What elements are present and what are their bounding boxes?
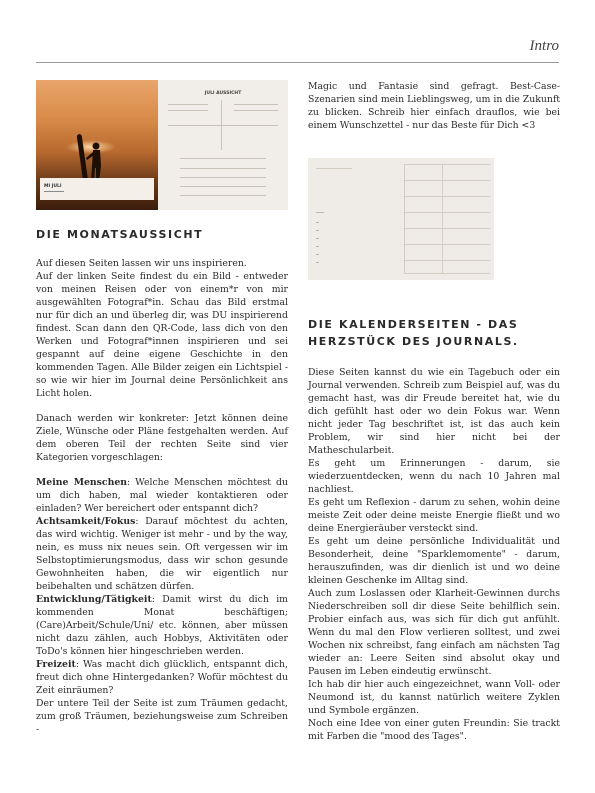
calendar-spread-image: [308, 158, 494, 280]
paragraph: Diese Seiten kannst du wie ein Tagebuch oder ein Journal verwenden. Schreib zum Beispiel auf, was du gemacht hast, was dir Freude bereitet hat, wie du dich gefühlt hast oder wo dein Fokus war. Wenn nicht jeder Tag beschriftet ist, ist das auch kein Problem, wir sind hier nicht bei der Matheschularbeit.: [308, 367, 560, 456]
category-text: : Darauf möchtest du achten, das wird wichtig. Weniger ist mehr - und by the way, nein, es muss nix neues sein. Oft vergessen wir im Selbstoptimierungsmodus, dass wir schon gesunde Gewohnheiten haben, die wir eigentlich nur beibehalten und schätzen dürfen.: [36, 516, 288, 592]
spread-left-label-text: MI JULI: [44, 184, 62, 189]
spread-line: [180, 158, 266, 159]
section-heading-monatsaussicht: DIE MONATSAUSSICHT: [36, 228, 204, 241]
right-column: [308, 80, 560, 743]
paragraph: Danach werden wir konkreter: Jetzt können deine Ziele, Wünsche oder Pläne festgehalten werden. Auf dem oberen Teil der rechten Seite sind vier Kategorien vorgeschlagen:: [36, 413, 288, 463]
spread-line: [180, 186, 266, 187]
monthly-spread-image: [36, 80, 288, 210]
category-label: Freizeit: [36, 659, 76, 670]
spread-line: [180, 168, 266, 169]
spread-line: [234, 110, 278, 111]
category-text: : Welche Menschen möchtest du um dich haben, mal wieder kontaktieren oder einladen? Wer bereichert oder entspannt dich?: [36, 477, 288, 514]
paragraph: Auf der linken Seite findest du ein Bild - entweder von meinen Reisen oder von einem*r von mir ausgewählten Fotograf*in. Schau das Bild erstmal nur für dich an und überleg dir, was DU inspirierend findest. Scan dann den QR-Code, lass dich von den Werken und Fotograf*innen inspirieren und sei gespannt auf deine eigene Geschichte in den kommenden Tagen. Alle Bilder zeigen ein Lichtspiel - so wie wir hier im Journal deine Persönlichkeit ans Licht holen.: [36, 271, 288, 399]
header-divider: [36, 62, 559, 63]
category-freizeit: [36, 658, 288, 697]
spread-right-title: JULI AUSSICHT: [204, 91, 242, 96]
spread-line: [168, 110, 208, 111]
spread-line: [168, 125, 278, 126]
category-text: : Damit wirst du dich im kommenden Monat beschäftigen; (Care)Arbeit/Schule/Uni/ etc. können, aber müssen nicht dazu zählen, auch Hobbys, Aktivitäten oder ToDo's können hier hingeschrieben werden.: [36, 594, 288, 657]
paragraph: Auch zum Loslassen oder Klarheit-Gewinnen durchs Niederschreiben soll dir diese Seite behilflich sein. Probier einfach aus, was sich für dich gut anfühlt. Wenn du mal den Flow verlieren solltest, und zwei Wochen nix schreibst, fang einfach am nächsten Tag wieder an: Leere Seiten sind absolut okay und Pausen im Leben eindeutig erwünscht.: [308, 588, 560, 677]
section-heading-kalenderseiten: DIE KALENDERSEITEN - DAS HERZSTÜCK DES JOURNALS.: [308, 318, 519, 348]
spread-line: [234, 104, 278, 105]
spread-line: [180, 195, 266, 196]
paragraph: Der untere Teil der Seite ist zum Träumen gedacht, zum groß Träumen, beziehungsweise zum Schreiben -: [36, 698, 288, 735]
paragraph: Magic und Fantasie sind gefragt. Best-Case-Szenarien sind mein Lieblingsweg, um in die Zukunft zu blicken. Schreib hier einfach drauflos, wie bei einem Wunschzettel - nur das Beste für Dich <3: [308, 81, 560, 131]
spread-line: [168, 104, 208, 105]
calendar-right-page: [404, 164, 490, 274]
surfer-sunset-photo: [36, 80, 158, 210]
category-label: Entwicklung/Tätigkeit: [36, 594, 152, 605]
category-meine-menschen: [36, 476, 288, 515]
category-label: Meine Menschen: [36, 477, 128, 488]
category-entwicklung: [36, 593, 288, 658]
category-label: Achtsamkeit/Fokus: [36, 516, 136, 527]
paragraph: Ich hab dir hier auch eingezeichnet, wann Voll- oder Neumond ist, du kannst natürlich weitere Zyklen und Symbole ergänzen.: [308, 679, 560, 716]
spread-line: [180, 177, 266, 178]
paragraph: Es geht um deine persönliche Individualität und Besonderheit, deine "Sparklemomente" - darum, herauszufinden, was dir dienlich ist und wo deine kleinen Geschenke im Alltag sind.: [308, 536, 560, 586]
category-text: : Was macht dich glücklich, entspannt dich, freut dich ohne Hintergedanken? Wofür möchtest du Zeit einräumen?: [36, 659, 288, 696]
left-column: [36, 80, 288, 736]
calendar-left-page: [312, 164, 398, 274]
category-achtsamkeit: [36, 515, 288, 593]
paragraph: Noch eine Idee von einer guten Freundin: Sie trackt mit Farben die "mood des Tages".: [308, 718, 560, 742]
paragraph: Auf diesen Seiten lassen wir uns inspirieren.: [36, 258, 247, 269]
paragraph: Es geht um Erinnerungen - darum, sie wiederzuentdecken, wenn du nach 10 Jahren mal nachliest.: [308, 458, 560, 495]
spread-left-label: [40, 178, 154, 200]
paragraph: Es geht um Reflexion - darum zu sehen, wohin deine meiste Zeit oder deine meiste Energie fließt und wo deine Energieräuber versteckt sind.: [308, 497, 560, 534]
spread-right-page: [158, 80, 288, 210]
page-header-title: Intro: [529, 38, 559, 54]
